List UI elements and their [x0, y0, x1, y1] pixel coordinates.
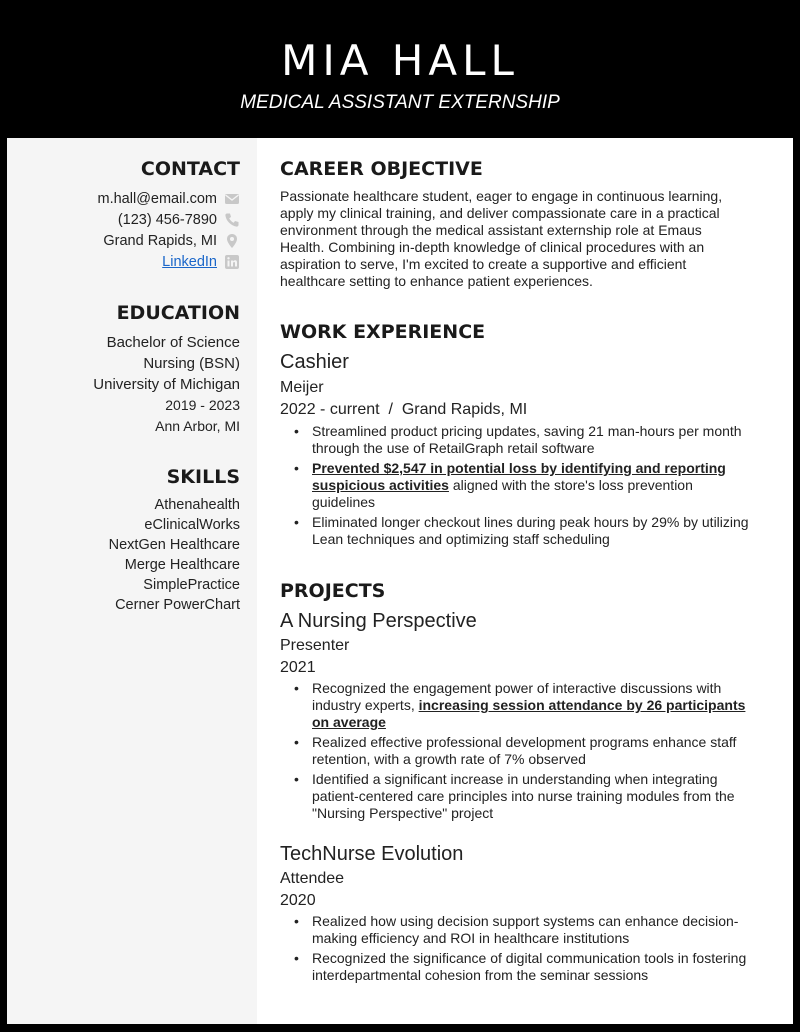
contact-phone [118, 210, 240, 230]
education-school: University of Michigan [93, 376, 240, 393]
objective-text: Passionate healthcare student, eager to engage in continuous learning, apply my clinical training, and deliver compassionate care in a practical environment through the medical assistant externship role at Emaus Health. Combining in-depth knowledge of clinical procedures with an aspiration to serve, I'm excited to create a supportive and efficient healthcare setting to enhance patient experiences. [280, 188, 723, 289]
project-title: A Nursing Perspective [280, 610, 477, 632]
education-degree: Bachelor of Science [106, 334, 240, 351]
project-bullets [280, 680, 750, 825]
sidebar [7, 138, 257, 1024]
job-company: Meijer [280, 379, 324, 396]
education-dates: 2019 - 2023 [165, 397, 240, 413]
linkedin-link[interactable]: LinkedIn [162, 254, 217, 270]
contact-heading: CONTACT [140, 158, 240, 180]
list-item: • Prevented $2,547 in potential loss by identifying and reporting suspicious activities aligned with the store's loss prevention guidelines [280, 460, 750, 511]
resume-page [7, 138, 793, 1024]
candidate-role: MEDICAL ASSISTANT EXTERNSHIP [240, 92, 560, 113]
linkedin-icon [224, 254, 240, 270]
envelope-icon [224, 191, 240, 207]
skills-heading: SKILLS [166, 466, 240, 488]
education-heading: EDUCATION [116, 302, 240, 324]
skill-item: SimplePractice [143, 577, 240, 593]
phone-icon [224, 212, 240, 228]
skill-item: NextGen Healthcare [108, 537, 240, 553]
project-year: 2021 [280, 659, 316, 676]
project-role: Attendee [280, 870, 345, 887]
project-bullets [280, 913, 750, 987]
contact-email[interactable] [98, 189, 240, 209]
project-title: TechNurse Evolution [280, 843, 464, 865]
list-item: • Identified a significant increase in understanding when integrating patient-centered care principles into nurse training modules from the "Nursing Perspective" project [280, 771, 750, 822]
job-bullets [280, 423, 750, 551]
objective-heading: CAREER OBJECTIVE [280, 158, 483, 180]
location-text: Grand Rapids, MI [103, 233, 217, 249]
skill-item: Athenahealth [154, 497, 240, 513]
list-item: • Streamlined product pricing updates, saving 21 man-hours per month through the use of RetailGraph retail software [280, 423, 750, 457]
education-location: Ann Arbor, MI [155, 418, 240, 434]
list-item: • Eliminated longer checkout lines during peak hours by 29% by utilizing Lean techniques and optimizing staff scheduling [280, 514, 750, 548]
skill-item: Cerner PowerChart [115, 597, 240, 613]
project-role: Presenter [280, 637, 350, 654]
education-list [93, 332, 240, 437]
email-text: m.hall@email.com [97, 191, 217, 207]
contact-location [103, 231, 240, 251]
contact-linkedin[interactable] [162, 252, 240, 272]
phone-text: (123) 456-7890 [117, 212, 217, 228]
candidate-name: MIA HALL [281, 36, 519, 85]
list-item: • Realized effective professional development programs enhance staff retention, with a growth rate of 7% observed [280, 734, 750, 768]
project-year: 2020 [280, 892, 316, 909]
education-major: Nursing (BSN) [143, 355, 240, 372]
work-heading: WORK EXPERIENCE [280, 321, 486, 343]
skills-list [109, 495, 240, 615]
skill-item: Merge Healthcare [124, 557, 240, 573]
projects-heading: PROJECTS [280, 580, 386, 602]
list-item: • Recognized the engagement power of interactive discussions with industry experts, increasing session attendance by 26 participants on average [280, 680, 750, 731]
job-title: Cashier [280, 351, 349, 373]
list-item: • Realized how using decision support systems can enhance decision-making efficiency and ROI in healthcare institutions [280, 913, 750, 947]
list-item: • Recognized the significance of digital communication tools in fostering interdepartmental cohesion from the seminar sessions [280, 950, 750, 984]
resume-header [0, 0, 800, 138]
skill-item: eClinicalWorks [144, 517, 240, 533]
job-dates: 2022 - current / Grand Rapids, MI [280, 401, 528, 418]
map-pin-icon [224, 233, 240, 249]
